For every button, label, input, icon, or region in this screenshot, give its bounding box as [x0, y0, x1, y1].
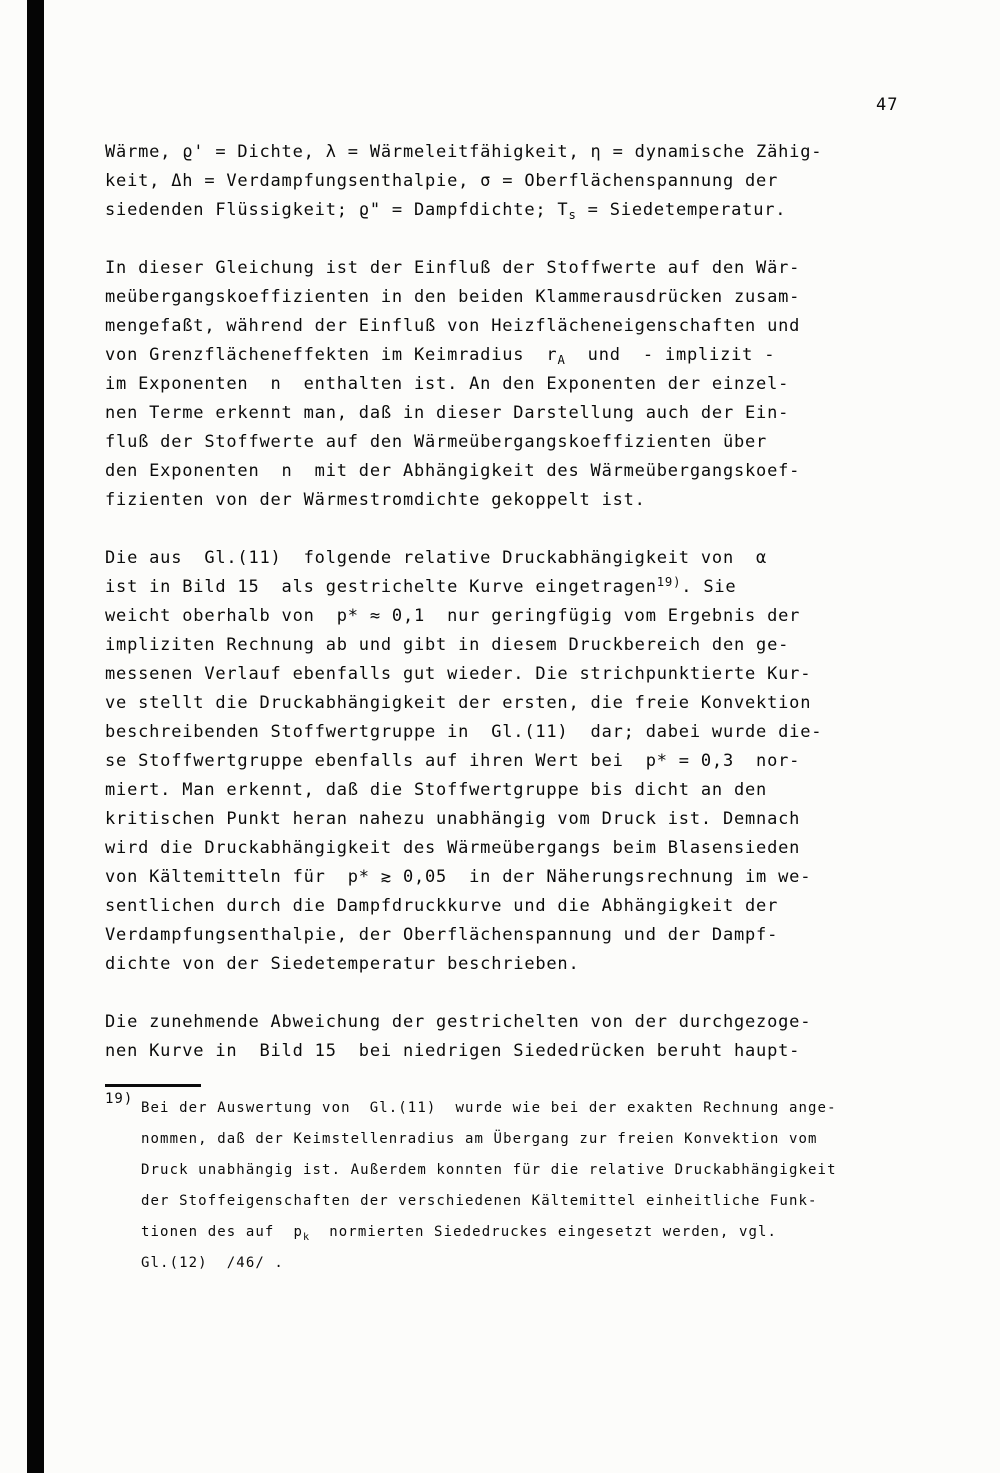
text-line: sentlichen durch die Dampfdruckkurve und die Abhängigkeit der: [105, 896, 779, 916]
text-line: Verdampfungsenthalpie, der Oberflächenspannung und der Dampf-: [105, 925, 779, 945]
footnote-marker: 19): [105, 1091, 134, 1107]
text-line: ve stellt die Druckabhängigkeit der ersten, die freie Konvektion: [105, 693, 812, 713]
page-content: [105, 138, 885, 1279]
paragraph-equation-discussion: [105, 254, 885, 515]
text-line: beschreibenden Stoffwertgruppe in Gl.(11) dar; dabei wurde die-: [105, 722, 823, 742]
text-line: meübergangskoeffizienten in den beiden Klammerausdrücken zusam-: [105, 287, 801, 307]
paragraph-deviation: [105, 1008, 885, 1066]
text-line: ist in Bild 15 als gestrichelte Kurve eingetragen$^{19)}$. Sie: [105, 574, 737, 597]
text-line: keit, Δh = Verdampfungsenthalpie, σ = Oberflächenspannung der: [105, 171, 779, 191]
text-line: siedenden Flüssigkeit; ϱ" = Dampfdichte; $T_s$ = Siedetemperatur.: [105, 200, 787, 223]
text-line: miert. Man erkennt, daß die Stoffwertgruppe bis dicht an den: [105, 780, 768, 800]
text-line: kritischen Punkt heran nahezu unabhängig vom Druck ist. Demnach: [105, 809, 801, 829]
footnote: [105, 1084, 885, 1279]
text-line: Druck unabhängig ist. Außerdem konnten für die relative Druckabhängigkeit: [141, 1162, 837, 1178]
text-line: Wärme, ϱ' = Dichte, λ = Wärmeleitfähigkeit, η = dynamische Zähig-: [105, 142, 823, 162]
text-line: tionen des auf $p_k$ normierten Siededruckes eingesetzt werden, vgl.: [141, 1224, 778, 1243]
paragraph-symbol-definitions: [105, 138, 885, 225]
text-line: den Exponenten n mit der Abhängigkeit des Wärmeübergangskoef-: [105, 461, 801, 481]
text-line: weicht oberhalb von p* ≈ 0,1 nur geringfügig vom Ergebnis der: [105, 606, 801, 626]
text-line: Gl.(12) /46/ .: [141, 1255, 284, 1271]
text-line: fizienten von der Wärmestromdichte gekoppelt ist.: [105, 490, 646, 510]
paragraph-pressure-dependence: [105, 544, 885, 979]
text-line: Die zunehmende Abweichung der gestrichelten von der durchgezoge-: [105, 1012, 812, 1032]
text-line: von Grenzflächeneffekten im Keimradius $r_A$ und - implizit -: [105, 345, 776, 368]
text-line: von Kältemitteln für p* ≳ 0,05 in der Näherungsrechnung im we-: [105, 867, 812, 887]
footnote-text: [141, 1093, 885, 1279]
text-line: der Stoffeigenschaften der verschiedenen Kältemittel einheitliche Funk-: [141, 1193, 818, 1209]
footnote-body: [105, 1093, 885, 1279]
superscript: 19): [656, 574, 682, 589]
footnote-rule: [105, 1084, 201, 1087]
text-line: nommen, daß der Keimstellenradius am Übergang zur freien Konvektion vom: [141, 1131, 818, 1147]
page-number: 47: [876, 95, 899, 115]
text-line: dichte von der Siedetemperatur beschrieben.: [105, 954, 580, 974]
text-line: Die aus Gl.(11) folgende relative Druckabhängigkeit von α: [105, 548, 768, 568]
subscript: k: [303, 1231, 311, 1243]
subscript: A: [557, 353, 566, 368]
text-line: nen Kurve in Bild 15 bei niedrigen Siededrücken beruht haupt-: [105, 1041, 801, 1061]
text-line: Bei der Auswertung von Gl.(11) wurde wie bei der exakten Rechnung ange-: [141, 1100, 837, 1116]
text-line: nen Terme erkennt man, daß in dieser Darstellung auch der Ein-: [105, 403, 790, 423]
text-line: fluß der Stoffwerte auf den Wärmeübergangskoeffizienten über: [105, 432, 768, 452]
text-line: messenen Verlauf ebenfalls gut wieder. Die strichpunktierte Kur-: [105, 664, 812, 684]
text-line: impliziten Rechnung ab und gibt in diesem Druckbereich den ge-: [105, 635, 790, 655]
text-line: im Exponenten n enthalten ist. An den Exponenten der einzel-: [105, 374, 790, 394]
text-line: In dieser Gleichung ist der Einfluß der Stoffwerte auf den Wär-: [105, 258, 801, 278]
text-line: mengefaßt, während der Einfluß von Heizflächeneigenschaften und: [105, 316, 801, 336]
subscript: s: [568, 208, 577, 223]
text-line: wird die Druckabhängigkeit des Wärmeübergangs beim Blasensieden: [105, 838, 801, 858]
text-line: se Stoffwertgruppe ebenfalls auf ihren Wert bei p* = 0,3 nor-: [105, 751, 801, 771]
scan-edge-artifact: [27, 0, 44, 1473]
